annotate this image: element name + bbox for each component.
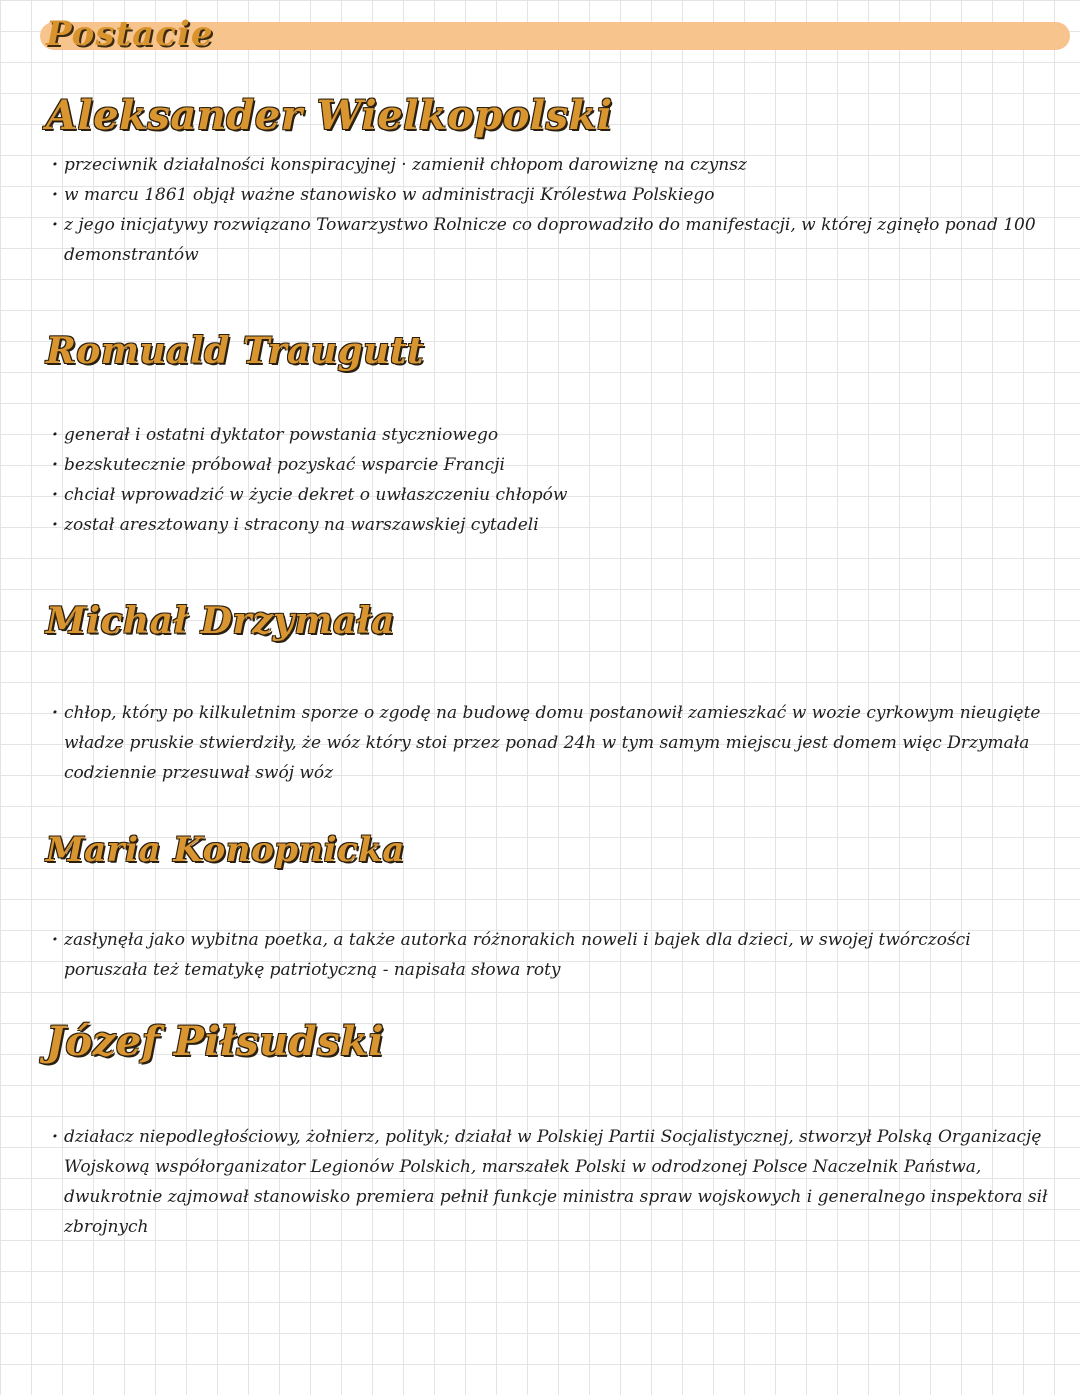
- list-item: · bezskutecznie próbował pozyskać wsparcie Francji: [52, 450, 1052, 480]
- list-item: · w marcu 1861 objął ważne stanowisko w administracji Królestwa Polskiego: [52, 180, 1052, 210]
- bullet-list: [52, 925, 1052, 985]
- section-heading: Maria Konopnicka: [46, 830, 405, 870]
- bullet-list: [52, 698, 1052, 788]
- page-title: Postacie: [46, 14, 214, 54]
- bullet-list: [52, 150, 1052, 270]
- list-item: · został aresztowany i stracony na warszawskiej cytadeli: [52, 510, 1052, 540]
- list-item: · przeciwnik działalności konspiracyjnej · zamienił chłopom darowiznę na czynsz: [52, 150, 1052, 180]
- section-heading: Aleksander Wielkopolski: [46, 92, 613, 139]
- bullet-list: [52, 1122, 1052, 1242]
- bullet-list: [52, 420, 1052, 540]
- section-heading: Romuald Traugutt: [46, 330, 425, 372]
- list-item: · z jego inicjatywy rozwiązano Towarzystwo Rolnicze co doprowadziło do manifestacji, w której zginęło ponad 100 demonstrantów: [52, 210, 1052, 270]
- list-item: · chciał wprowadzić w życie dekret o uwłaszczeniu chłopów: [52, 480, 1052, 510]
- list-item: · zasłynęła jako wybitna poetka, a także autorka różnorakich noweli i bajek dla dzieci, w swojej twórczości poruszała też tematykę patriotyczną - napisała słowa roty: [52, 925, 1052, 985]
- list-item: · chłop, który po kilkuletnim sporze o zgodę na budowę domu postanowił zamieszkać w wozie cyrkowym nieugięte władze pruskie stwierdziły, że wóz który stoi przez ponad 24h w tym samym miejscu jest domem więc Drzymała codziennie przesuwał swój wóz: [52, 698, 1052, 788]
- section-heading: Józef Piłsudski: [46, 1018, 385, 1065]
- list-item: · działacz niepodległościowy, żołnierz, polityk; działał w Polskiej Partii Socjalistycznej, stworzył Polską Organizację Wojskową współorganizator Legionów Polskich, marszałek Polski w odrodzonej Polsce Naczelnik Państwa, dwukrotnie zajmował stanowisko premiera pełnił funkcje ministra spraw wojskowych i generalnego inspektora sił zbrojnych: [52, 1122, 1052, 1242]
- list-item: · generał i ostatni dyktator powstania styczniowego: [52, 420, 1052, 450]
- section-heading: Michał Drzymała: [46, 600, 395, 642]
